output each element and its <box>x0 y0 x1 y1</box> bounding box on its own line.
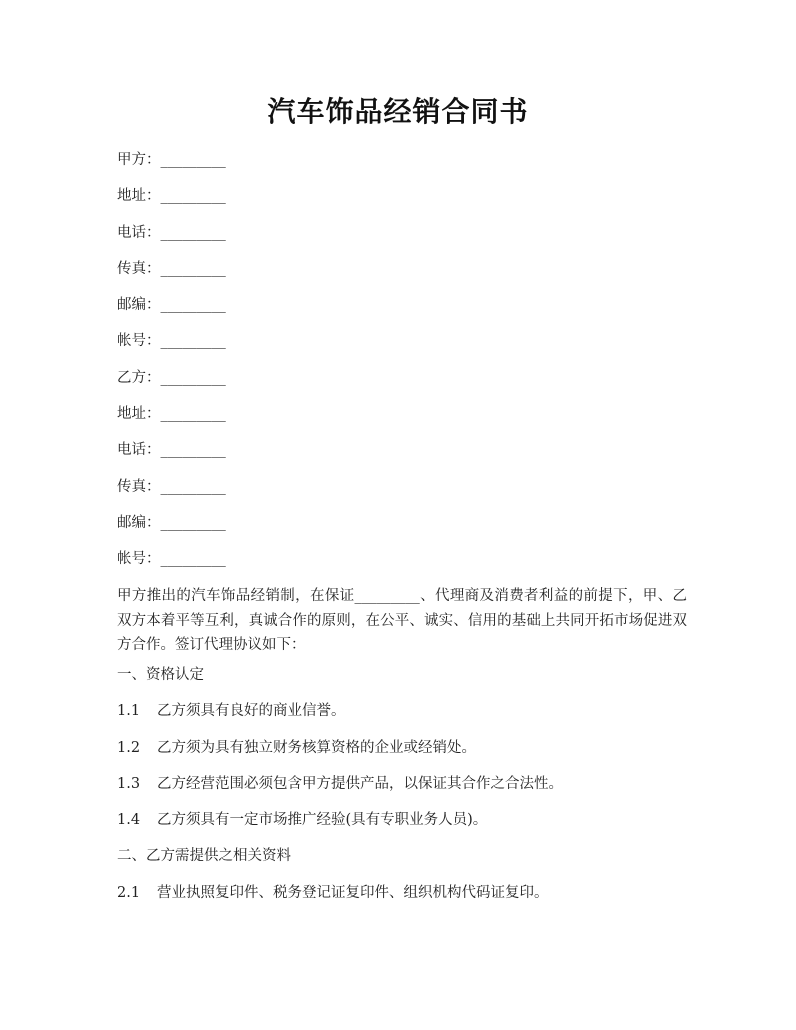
field-label: 传真： <box>117 478 161 495</box>
field-label: 帐号： <box>117 551 161 568</box>
contract-sections <box>117 663 687 917</box>
field-label: 地址： <box>117 188 161 205</box>
section-heading: 二、乙方需提供之相关资料 <box>117 848 291 865</box>
field-postcode-a <box>117 293 226 329</box>
clause <box>117 881 687 917</box>
field-blank: _________ <box>160 551 226 568</box>
clause-text: 乙方须具有一定市场推广经验(具有专职业务人员)。 <box>157 812 488 829</box>
field-label: 邮编： <box>117 297 161 314</box>
field-postcode-b <box>117 511 226 547</box>
clause-text: 乙方须具有良好的商业信誉。 <box>157 703 346 720</box>
field-label: 乙方： <box>117 369 161 386</box>
field-blank: _________ <box>160 297 226 314</box>
clause-number: 1.2 <box>117 739 141 756</box>
field-fax-a <box>117 257 226 293</box>
field-party-b <box>117 366 226 402</box>
field-blank: _________ <box>160 442 226 459</box>
field-label: 电话： <box>117 442 161 459</box>
field-account-a <box>117 329 226 365</box>
clause <box>117 699 687 735</box>
field-blank: _________ <box>160 152 226 168</box>
field-fax-b <box>117 475 226 511</box>
field-label: 邮编： <box>117 514 161 531</box>
field-account-b <box>117 547 226 583</box>
clause-text: 营业执照复印件、税务登记证复印件、组织机构代码证复印。 <box>157 884 549 901</box>
clause <box>117 736 687 772</box>
field-phone-b <box>117 438 226 474</box>
field-address-b <box>117 402 226 438</box>
clause-number: 2.1 <box>117 884 141 901</box>
field-blank: _________ <box>160 478 226 495</box>
field-blank: _________ <box>160 406 226 423</box>
field-label: 传真： <box>117 260 161 277</box>
clause-number: 1.3 <box>117 775 141 792</box>
field-label: 电话： <box>117 224 161 241</box>
field-label: 地址： <box>117 406 161 423</box>
field-party-a <box>117 148 226 184</box>
document-title: 汽车饰品经销合同书 <box>267 95 529 128</box>
clause-text: 乙方经营范围必须包含甲方提供产品，以保证其合作之合法性。 <box>157 775 563 792</box>
section-heading: 一、资格认定 <box>117 667 204 683</box>
clause-text: 乙方须为具有独立财务核算资格的企业或经销处。 <box>157 739 476 756</box>
clause-number: 1.4 <box>117 812 141 829</box>
field-phone-a <box>117 221 226 257</box>
field-blank: _________ <box>160 188 226 205</box>
intro-paragraph: 甲方推出的汽车饰品经销制，在保证_________、代理商及消费者利益的前提下，甲、乙双方本着平等互利，真诚合作的原则，在公平、诚实、信用的基础上共同开拓市场促进双方合作。签订代理协议如下： <box>117 588 687 653</box>
field-blank: _________ <box>160 514 226 531</box>
field-address-a <box>117 184 226 220</box>
clause-number: 1.1 <box>117 703 141 720</box>
clause <box>117 772 687 808</box>
party-fields <box>117 148 226 584</box>
field-blank: _________ <box>160 369 226 386</box>
clause <box>117 808 687 844</box>
field-label: 帐号： <box>117 333 161 350</box>
field-blank: _________ <box>160 260 226 277</box>
field-label: 甲方： <box>117 152 161 168</box>
field-blank: _________ <box>160 333 226 350</box>
field-blank: _________ <box>160 224 226 241</box>
